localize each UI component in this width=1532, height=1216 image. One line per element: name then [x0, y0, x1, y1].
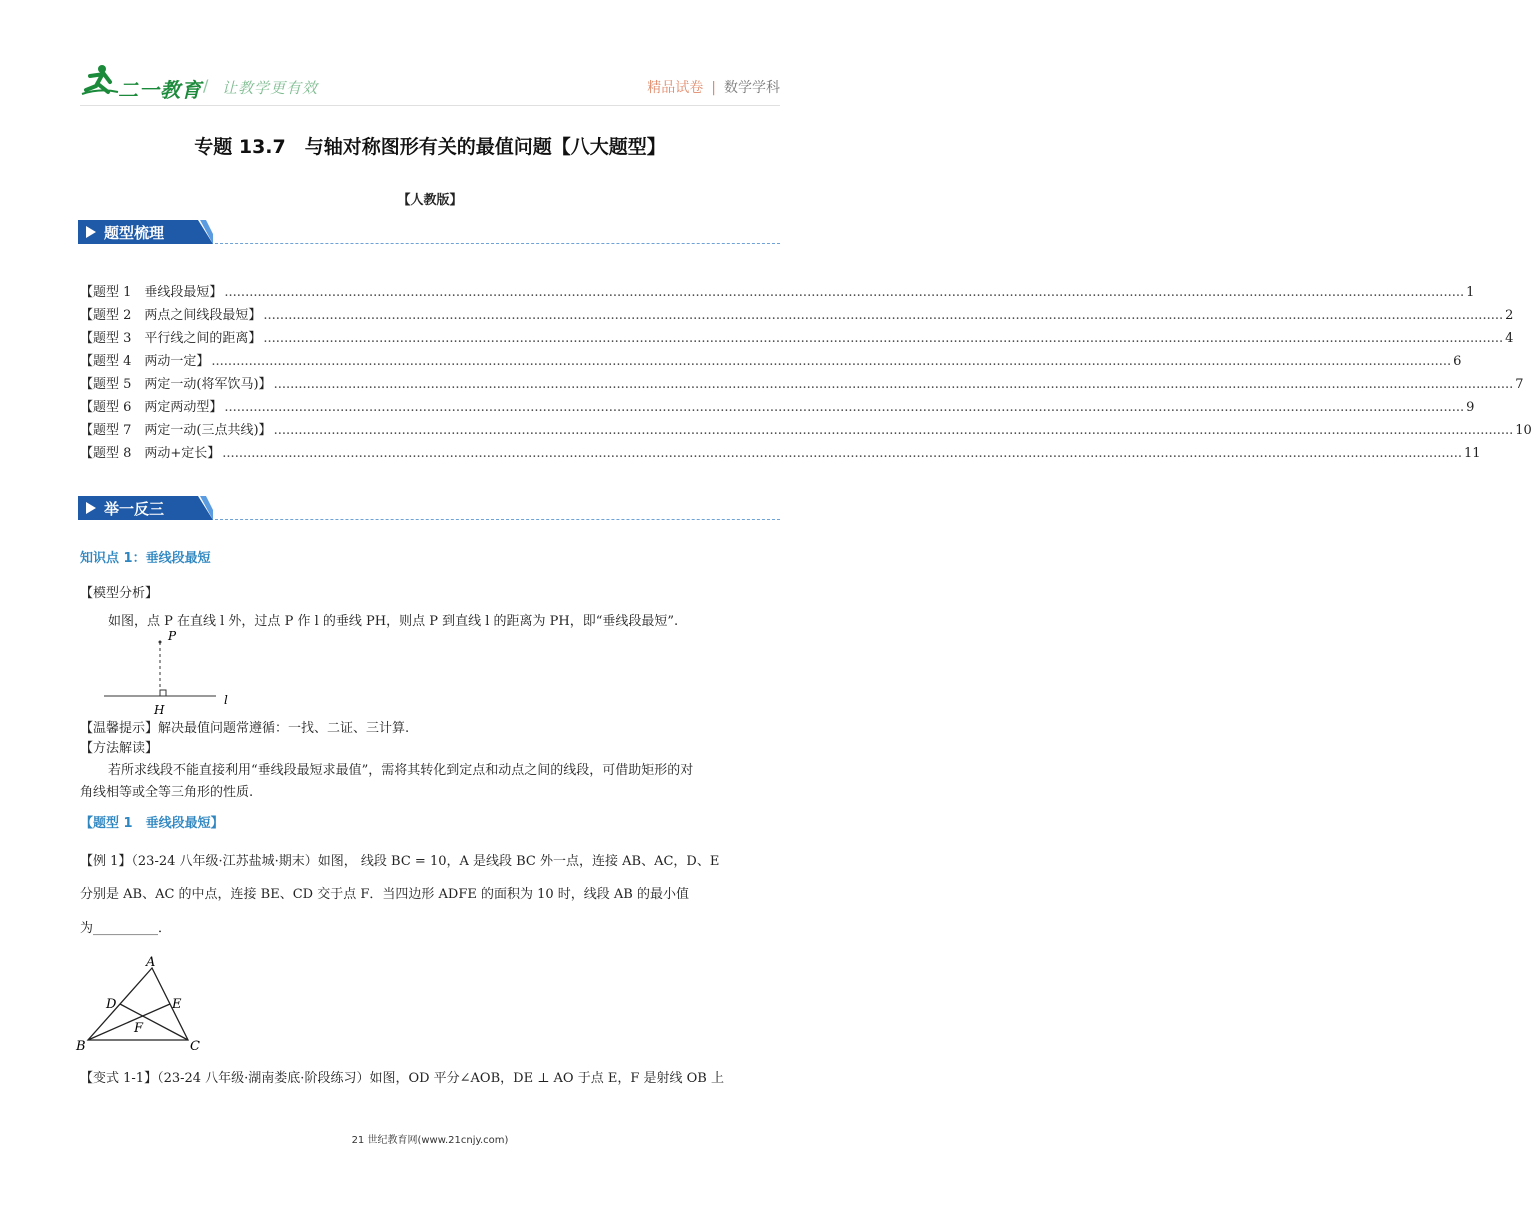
example1-line2: 分别是 AB、AC 的中点，连接 BE、CD 交于点 F．当四边形 ADFE 的面积为 10 时，线段 AB 的最小值: [80, 887, 689, 902]
toc-leader-dots: ............................................................................................................................................................................................................................................................................................................: [211, 354, 1452, 369]
toc-leader-dots: ............................................................................................................................................................................................................................................................................................................: [263, 331, 1504, 346]
section-banner-outline: [78, 220, 213, 244]
toc-row[interactable]: [80, 304, 1514, 323]
toc-leader-dots: ............................................................................................................................................................................................................................................................................................................: [224, 400, 1465, 415]
toc-page-number: 6: [1453, 354, 1462, 369]
example1-line1: 【例 1】（23-24 八年级·江苏盐城·期末）如图， 线段 BC = 10，A 是线段 BC 外一点，连接 AB、AC，D、E: [80, 854, 720, 869]
header-subject: 数学学科: [724, 80, 780, 96]
variant-1-1: 【变式 1-1】（23-24 八年级·湖南娄底·阶段练习）如图，OD 平分∠AOB，DE ⊥ AO 于点 E，F 是射线 OB 上: [80, 1071, 724, 1086]
toc-row[interactable]: [80, 442, 1481, 461]
method-title: 【方法解读】: [80, 741, 159, 756]
header-separator: |: [711, 80, 716, 96]
toc-page-number: 11: [1464, 446, 1481, 461]
method-text-line2: 角线相等或全等三角形的性质.: [80, 785, 254, 800]
toc-page-number: 4: [1505, 331, 1514, 346]
header-divider: [80, 105, 780, 106]
section-banner-examples: [78, 496, 213, 520]
toc-page-number: 10: [1515, 423, 1532, 438]
model-text: 如图，点 P 在直线 l 外，过点 P 作 l 的垂线 PH，则点 P 到直线 l 的距离为 PH，即“垂线段最短”.: [108, 614, 679, 629]
logo-slogan: 让教学更有效: [222, 79, 319, 97]
header-right: [647, 77, 780, 97]
toc-page-number: 7: [1515, 377, 1524, 392]
toc-row[interactable]: [80, 373, 1524, 392]
knowledge-point-heading: 知识点 1：垂线段最短: [80, 551, 211, 566]
triangle-figure: [74, 952, 210, 1056]
logo-slash: /: [203, 76, 209, 95]
footer-text: 21 世纪教育网(www.21cnjy.com): [351, 1135, 509, 1146]
perpendicular-figure: [100, 626, 240, 718]
toc-leader-dots: ............................................................................................................................................................................................................................................................................................................: [222, 446, 1462, 461]
section-title-examples: 举一反三: [104, 500, 165, 518]
toc-label: 【题型 1 垂线段最短】: [80, 285, 223, 300]
toc-row[interactable]: [80, 281, 1475, 300]
toc-label: 【题型 2 两点之间线段最短】: [80, 308, 262, 323]
label-H: H: [154, 703, 165, 717]
toc-page-number: 1: [1466, 285, 1475, 300]
example1-line3: 为__________．: [80, 921, 172, 936]
toc-leader-dots: ............................................................................................................................................................................................................................................................................................................: [263, 308, 1504, 323]
label-A: A: [146, 955, 156, 970]
page-title: 专题 13.7 与轴对称图形有关的最值问题【八大题型】: [194, 136, 666, 158]
logo-icon: [80, 62, 120, 98]
label-B: B: [76, 1039, 86, 1054]
toc-label: 【题型 3 平行线之间的距离】: [80, 331, 262, 346]
toc-label: 【题型 8 两动+定长】: [80, 446, 221, 461]
toc-page-number: 9: [1466, 400, 1475, 415]
toc-leader-dots: ............................................................................................................................................................................................................................................................................................................: [273, 423, 1514, 438]
toc-label: 【题型 5 两定一动(将军饮马)】: [80, 377, 272, 392]
toc-label: 【题型 6 两定两动型】: [80, 400, 223, 415]
label-D: D: [106, 997, 117, 1012]
model-title: 【模型分析】: [80, 586, 159, 601]
banner-dashed-line: [215, 243, 780, 244]
label-l: l: [224, 693, 228, 707]
header-tag: 精品试卷: [647, 80, 704, 96]
tip-text: 【温馨提示】解决最值问题常遵循：一找、二证、三计算.: [80, 721, 410, 736]
toc-row[interactable]: [80, 350, 1462, 369]
label-C: C: [190, 1039, 200, 1054]
label-F: F: [134, 1021, 144, 1036]
toc-page-number: 2: [1505, 308, 1514, 323]
label-E: E: [172, 997, 182, 1012]
toc-row[interactable]: [80, 396, 1475, 415]
toc-row[interactable]: [80, 327, 1514, 346]
toc-label: 【题型 4 两动一定】: [80, 354, 210, 369]
label-P: P: [168, 629, 177, 643]
toc-leader-dots: ............................................................................................................................................................................................................................................................................................................: [273, 377, 1514, 392]
banner-dashed-line: [215, 519, 780, 520]
toc-leader-dots: ............................................................................................................................................................................................................................................................................................................: [224, 285, 1465, 300]
logo-text: 二一教育: [118, 78, 202, 102]
edition-label: 【人教版】: [397, 193, 463, 208]
type1-heading: 【题型 1 垂线段最短】: [80, 816, 224, 831]
toc-label: 【题型 7 两定一动(三点共线)】: [80, 423, 272, 438]
toc-row[interactable]: [80, 419, 1532, 438]
method-text-line1: 若所求线段不能直接利用“垂线段最短求最值”，需将其转化到定点和动点之间的线段，可借助矩形的对: [108, 763, 694, 778]
section-title-outline: 题型梳理: [104, 224, 165, 242]
